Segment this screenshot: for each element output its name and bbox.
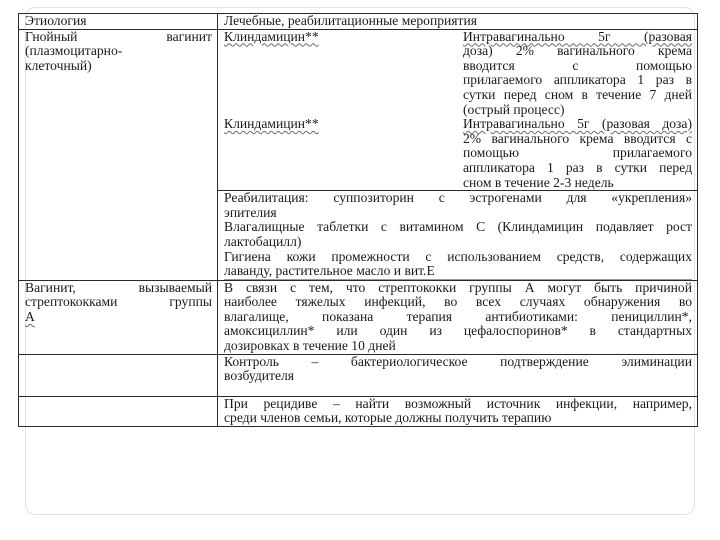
relapse-line: среди членов семьи, которые должны получить терапию [224,410,552,426]
drug-desc-line: 2% вагинального крема вводится с [462,130,692,146]
control-cell [218,354,698,396]
table-row [19,396,698,426]
table-header-row [19,14,698,30]
drug-name: Клиндамицин** [224,28,319,44]
control-line: возбудителя [224,368,295,384]
etiology-line: Вагинит, вызываемый [25,279,212,295]
etiology-purulent-vaginitis [19,29,218,280]
drug-entry [224,30,692,118]
drug-desc-line: аппликатора 1 раз в сутки перед [462,159,692,175]
rehab-line: эпителия [224,204,277,220]
relapse-line: При рецидиве – найти возможный источник инфекции, например, [224,395,692,411]
rehabilitation-cell [218,191,698,281]
etiology-line: (плазмоцитарно- [25,43,123,59]
drug-desc-line: Интравагинально 5г (разовая доза) [462,116,692,132]
header-etiology: Этиология [19,14,218,30]
etiology-streptococcal-vaginitis [19,280,218,354]
treatment-line: амоксициллин* или один из цефалоспоринов* в стандартных [224,323,692,339]
relapse-cell [218,396,698,426]
etiology-line: Гнойный вагинит [25,28,212,44]
drug-description [463,30,692,118]
drug-desc-line: (острый процесс) [462,101,565,117]
treatment-table [18,13,698,427]
etiology-line: А [25,308,35,324]
drug-desc-line: сном в течение 2-3 недель [462,174,614,190]
drug-desc-line: вводится с помощью [462,57,692,73]
treatment-line: В связи с тем, что стрептококки группы А могут быть причиной [224,279,692,295]
drug-desc-line: доза) 2% вагинального крема [462,43,692,59]
rehab-line: Реабилитация: суппозиторин с эстрогенами для «укрепления» [224,190,692,206]
table-row [19,354,698,396]
control-line: Контроль – бактериологическое подтверждение элиминации [224,353,692,369]
rehab-line: лактобацилл) [224,233,302,249]
rehab-line: Влагалищные таблетки с витамином С (Клиндамицин подавляет рост [224,219,692,235]
drug-name: Клиндамицин** [224,116,319,132]
rehab-line: лаванду, растительное масло и вит.Е [224,264,692,280]
treatment-line: наиболее тяжелых инфекций, во всех случаях обнаружения во [224,294,692,310]
treatment-line: дозировках в течение 10 дней [224,338,396,354]
drug-description [463,117,692,190]
empty-cell [19,354,218,396]
rehab-line: Гигиена кожи промежности с использованием средств, содержащих [224,248,692,264]
table-row [19,280,698,354]
drug-desc-line: Интравагинально 5г (разовая [462,28,692,44]
drug-desc-line: помощью прилагаемого [462,145,692,161]
header-treatment: Лечебные, реабилитационные мероприятия [218,14,698,30]
treatment-line: влагалище, показана терапия антибиотиками: пенициллин*, [224,308,692,324]
etiology-line: стрептококками группы [25,294,212,310]
table-row [19,29,698,191]
etiology-line: клеточный) [25,57,92,73]
drug-section [218,29,698,191]
streptococcal-treatment-cell [218,280,698,354]
empty-cell [19,396,218,426]
drug-desc-line: прилагаемого аппликатора 1 раз в [462,72,692,88]
drug-desc-line: сутки перед сном в течение 7 дней [462,86,692,102]
drug-entry [224,117,692,190]
